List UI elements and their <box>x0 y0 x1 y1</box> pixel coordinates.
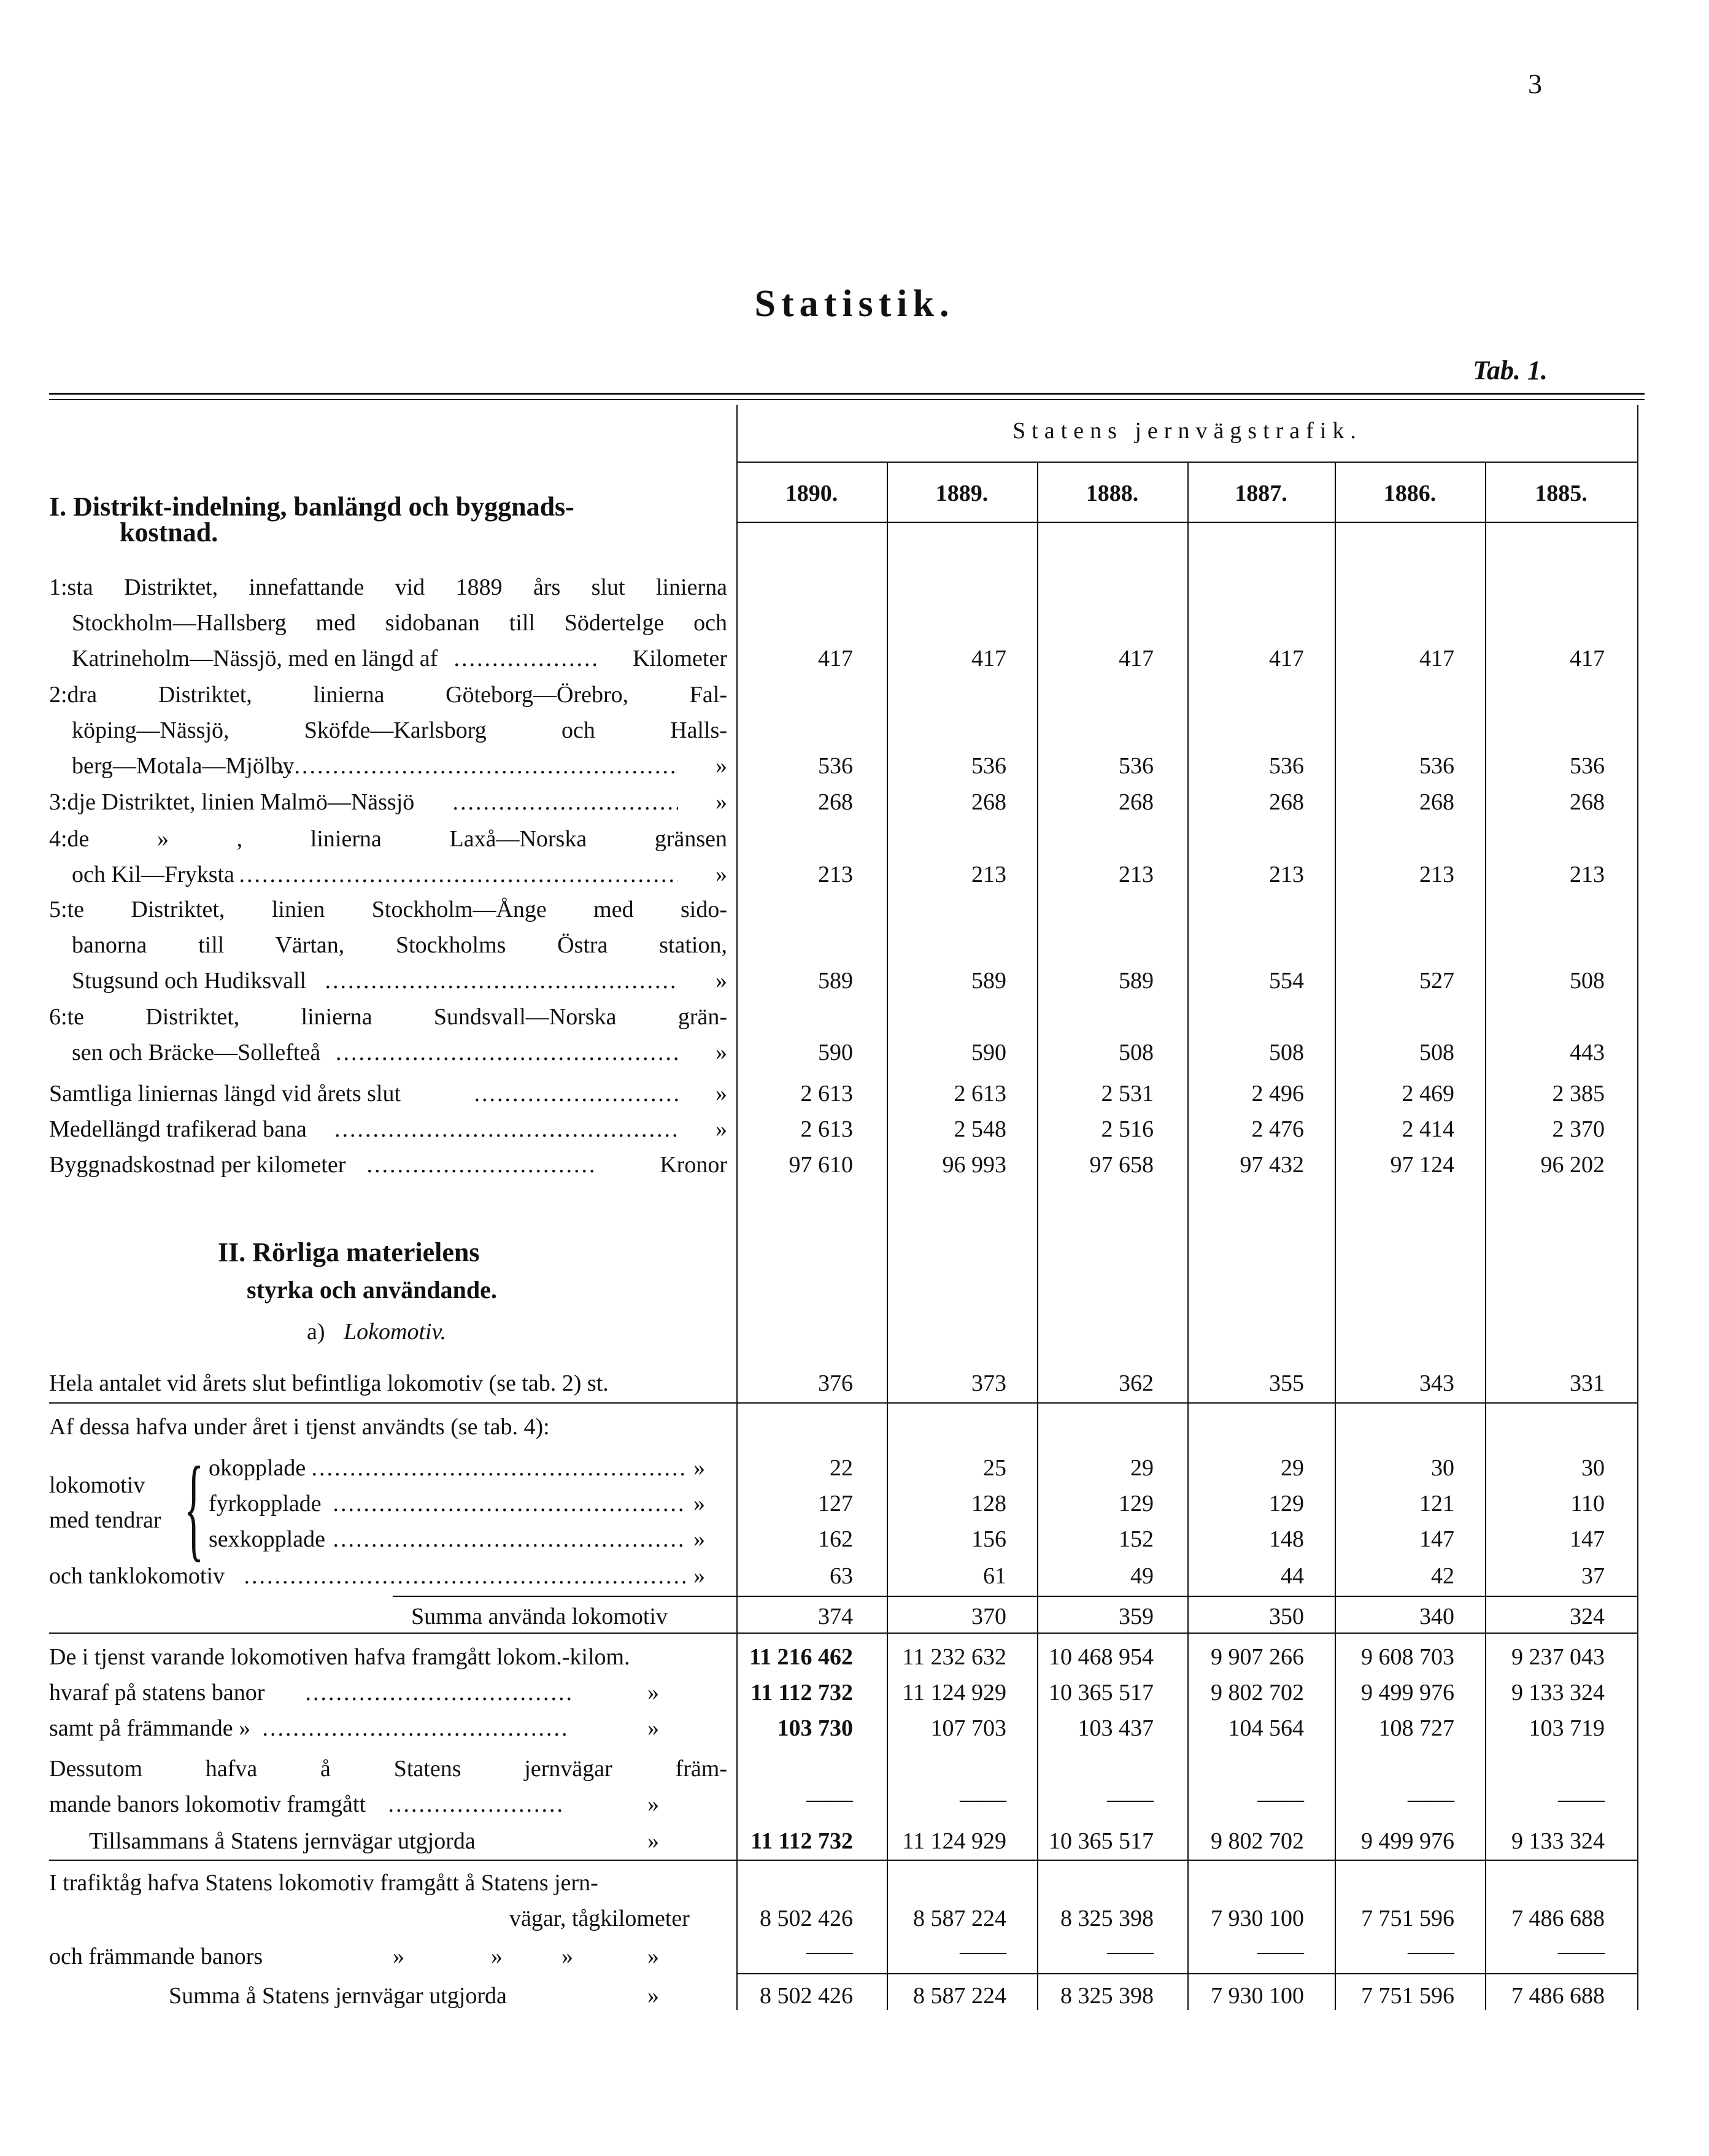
dash-cell: —— <box>1107 1939 1154 1965</box>
unit-label: » <box>693 1491 705 1517</box>
section-heading-cont: styrka och användande. <box>247 1276 497 1304</box>
value-cell: 417 <box>1119 646 1154 671</box>
value-cell: 9 608 703 <box>1361 1644 1454 1670</box>
value-cell: 2 469 <box>1402 1081 1454 1107</box>
row-label: Samtliga liniernas längd vid årets slut <box>49 1081 401 1107</box>
value-cell: 417 <box>818 646 853 671</box>
value-cell: 589 <box>1119 968 1154 994</box>
value-cell: 417 <box>1570 646 1605 671</box>
unit-label: » <box>693 1563 705 1589</box>
value-cell: 8 502 426 <box>760 1906 853 1931</box>
value-cell: 590 <box>818 1040 853 1065</box>
row-rule <box>49 1632 1637 1634</box>
value-cell: 268 <box>1419 789 1454 815</box>
row-label: okopplade <box>209 1455 306 1481</box>
value-cell: 147 <box>1419 1526 1454 1552</box>
dot-leader <box>271 752 678 779</box>
brace-label: med tendrar <box>49 1507 161 1533</box>
sum-rule <box>393 1596 1637 1597</box>
unit-label: » <box>716 862 727 887</box>
row-label: Hela antalet vid årets slut befintliga lokomotiv (se tab. 2) st. <box>49 1370 609 1396</box>
unit-label: » <box>716 789 727 815</box>
value-cell: 324 <box>1570 1604 1605 1629</box>
value-cell: 8 502 426 <box>760 1983 853 2009</box>
value-cell: 340 <box>1419 1604 1454 1629</box>
page-number: 3 <box>1528 68 1542 99</box>
value-cell: 2 496 <box>1251 1081 1304 1107</box>
value-cell: 2 414 <box>1402 1116 1454 1142</box>
value-cell: 103 437 <box>1078 1715 1154 1741</box>
dash-cell: —— <box>806 1939 853 1965</box>
value-cell: 22 <box>830 1455 853 1481</box>
ditto-mark: » <box>491 1944 503 1969</box>
unit-label: » <box>716 1081 727 1107</box>
row-label: Dessutom hafva å Statens jernvägar främ- <box>49 1756 727 1782</box>
row-label: 1:sta Distriktet, innefattande vid 1889 års slut linierna <box>49 574 727 600</box>
unit-label: » <box>716 1040 727 1065</box>
value-cell: 7 930 100 <box>1211 1983 1304 2009</box>
value-cell: 508 <box>1269 1040 1304 1065</box>
value-cell: 129 <box>1119 1491 1154 1517</box>
dot-leader <box>454 645 599 672</box>
dot-leader <box>474 1080 679 1107</box>
value-cell: 443 <box>1570 1040 1605 1065</box>
unit-label: Kronor <box>660 1152 727 1178</box>
dash-cell: —— <box>1408 1787 1454 1812</box>
value-cell: 590 <box>971 1040 1006 1065</box>
group-header-rule <box>736 462 1637 463</box>
value-cell: 268 <box>1269 789 1304 815</box>
subsection-marker: a) <box>307 1319 325 1345</box>
value-cell: 9 133 324 <box>1511 1828 1605 1854</box>
sum-label: Summa å Statens jernvägar utgjorda <box>169 1983 507 2009</box>
row-label: 4:de » , linierna Laxå—Norska gränsen <box>49 826 727 852</box>
value-cell: 11 124 929 <box>902 1828 1006 1854</box>
section-heading-cont: kostnad. <box>120 517 218 547</box>
value-cell: 37 <box>1581 1563 1605 1589</box>
row-label: Tillsammans å Statens jernvägar utgjorda <box>89 1828 476 1854</box>
value-cell: 350 <box>1269 1604 1304 1629</box>
value-cell: 2 613 <box>800 1116 853 1142</box>
column-rule <box>1335 462 1336 2010</box>
unit-label: » <box>716 753 727 779</box>
dash-cell: —— <box>1558 1939 1605 1965</box>
value-cell: 11 124 929 <box>902 1680 1006 1706</box>
value-cell: 148 <box>1269 1526 1304 1552</box>
value-cell: 96 202 <box>1540 1152 1605 1178</box>
value-cell: 9 907 266 <box>1211 1644 1304 1670</box>
value-cell: 9 499 976 <box>1361 1828 1454 1854</box>
row-label: mande banors lokomotiv framgått <box>49 1791 366 1817</box>
row-label: 5:te Distriktet, linien Stockholm—Ånge med sido- <box>49 897 727 922</box>
value-cell: 162 <box>818 1526 853 1552</box>
value-cell: 11 112 732 <box>750 1680 853 1706</box>
value-cell: 2 613 <box>954 1081 1006 1107</box>
value-cell: 97 124 <box>1390 1152 1454 1178</box>
value-cell: 508 <box>1570 968 1605 994</box>
dash-cell: —— <box>806 1787 853 1812</box>
page-title: Statistik. <box>754 283 955 325</box>
row-label: Stugsund och Hudiksvall <box>72 968 307 994</box>
value-cell: 103 730 <box>777 1715 853 1741</box>
value-cell: 152 <box>1119 1526 1154 1552</box>
value-cell: 536 <box>1570 753 1605 779</box>
row-label: och Kil—Fryksta <box>72 862 234 887</box>
value-cell: 29 <box>1281 1455 1304 1481</box>
unit-label: » <box>693 1526 705 1552</box>
dash-cell: —— <box>1257 1939 1304 1965</box>
value-cell: 2 476 <box>1251 1116 1304 1142</box>
row-label: 6:te Distriktet, linierna Sundsvall—Norska grän- <box>49 1004 727 1030</box>
value-cell: 156 <box>971 1526 1006 1552</box>
value-cell: 7 486 688 <box>1511 1983 1605 2009</box>
table-label: Tab. 1. <box>1473 355 1548 385</box>
value-cell: 147 <box>1570 1526 1605 1552</box>
row-label: Af dessa hafva under året i tjenst användts (se tab. 4): <box>49 1414 550 1440</box>
unit-label: » <box>647 1791 659 1817</box>
value-cell: 536 <box>1269 753 1304 779</box>
value-cell: 96 993 <box>942 1152 1006 1178</box>
dot-leader <box>312 1455 688 1482</box>
value-cell: 2 370 <box>1552 1116 1605 1142</box>
value-cell: 417 <box>971 646 1006 671</box>
dot-leader <box>336 1039 678 1066</box>
year-header: 1889. <box>935 481 989 506</box>
year-header: 1886. <box>1383 481 1437 506</box>
value-cell: 7 751 596 <box>1361 1983 1454 2009</box>
value-cell: 213 <box>1570 862 1605 887</box>
dot-leader <box>325 967 679 994</box>
row-label: och främmande banors <box>49 1944 263 1969</box>
value-cell: 121 <box>1419 1491 1454 1517</box>
value-cell: 9 802 702 <box>1211 1680 1304 1706</box>
value-cell: 9 133 324 <box>1511 1680 1605 1706</box>
year-header: 1890. <box>785 481 838 506</box>
value-cell: 7 930 100 <box>1211 1906 1304 1931</box>
value-cell: 97 658 <box>1089 1152 1154 1178</box>
value-cell: 108 727 <box>1378 1715 1454 1741</box>
dot-leader <box>388 1791 565 1818</box>
column-rule <box>1037 462 1038 2010</box>
value-cell: 527 <box>1419 968 1454 994</box>
unit-label: » <box>716 968 727 994</box>
value-cell: 362 <box>1119 1370 1154 1396</box>
value-cell: 127 <box>818 1491 853 1517</box>
value-cell: 63 <box>830 1563 853 1589</box>
value-cell: 129 <box>1269 1491 1304 1517</box>
row-label: Stockholm—Hallsberg med sidobanan till Södertelge och <box>72 610 727 636</box>
dot-leader <box>367 1151 599 1178</box>
value-cell: 417 <box>1269 646 1304 671</box>
row-rule <box>49 1860 1637 1861</box>
column-rule <box>1485 462 1486 2010</box>
value-cell: 213 <box>1419 862 1454 887</box>
dot-leader <box>244 1563 688 1590</box>
value-cell: 268 <box>971 789 1006 815</box>
value-cell: 29 <box>1130 1455 1154 1481</box>
value-cell: 8 587 224 <box>913 1983 1006 2009</box>
value-cell: 97 432 <box>1240 1152 1304 1178</box>
column-rule <box>1187 462 1189 2010</box>
dash-cell: —— <box>1408 1939 1454 1965</box>
dash-cell: —— <box>960 1939 1006 1965</box>
value-cell: 11 112 732 <box>750 1828 853 1854</box>
row-label: Byggnadskostnad per kilometer <box>49 1152 346 1178</box>
value-cell: 7 486 688 <box>1511 1906 1605 1931</box>
row-label: banorna till Värtan, Stockholms Östra station, <box>72 932 727 958</box>
dash-cell: —— <box>1558 1787 1605 1812</box>
unit-label: » <box>647 1715 659 1741</box>
value-cell: 30 <box>1431 1455 1454 1481</box>
section-heading: I. Distrikt-indelning, banlängd och byggnads- <box>49 492 574 522</box>
sum-label: Summa använda lokomotiv <box>411 1604 668 1629</box>
unit-label: Kilometer <box>632 646 727 671</box>
value-cell: 9 237 043 <box>1511 1644 1605 1670</box>
table-right-rule <box>1637 405 1638 2010</box>
value-cell: 10 365 517 <box>1049 1680 1154 1706</box>
row-rule <box>49 1402 1637 1404</box>
value-cell: 10 468 954 <box>1049 1644 1154 1670</box>
row-label: 3:dje Distriktet, linien Malmö—Nässjö <box>49 789 415 815</box>
value-cell: 268 <box>1119 789 1154 815</box>
value-cell: 373 <box>971 1370 1006 1396</box>
value-cell: 25 <box>983 1455 1006 1481</box>
value-cell: 2 516 <box>1101 1116 1154 1142</box>
value-cell: 97 610 <box>789 1152 853 1178</box>
value-cell: 9 499 976 <box>1361 1680 1454 1706</box>
value-cell: 268 <box>818 789 853 815</box>
value-cell: 10 365 517 <box>1049 1828 1154 1854</box>
row-label: sexkopplade <box>209 1526 325 1552</box>
value-cell: 359 <box>1119 1604 1154 1629</box>
row-label: Medellängd trafikerad bana <box>49 1116 307 1142</box>
value-cell: 589 <box>971 968 1006 994</box>
value-cell: 536 <box>818 753 853 779</box>
value-cell: 2 385 <box>1552 1081 1605 1107</box>
year-header: 1888. <box>1086 481 1139 506</box>
curly-brace: { <box>184 1443 204 1572</box>
row-label: sen och Bräcke—Sollefteå <box>72 1040 321 1065</box>
value-cell: 268 <box>1570 789 1605 815</box>
value-cell: 213 <box>818 862 853 887</box>
value-cell: 536 <box>1419 753 1454 779</box>
value-cell: 2 531 <box>1101 1081 1154 1107</box>
value-cell: 61 <box>983 1563 1006 1589</box>
value-cell: 9 802 702 <box>1211 1828 1304 1854</box>
ditto-mark: » <box>393 1944 404 1969</box>
row-label: samt på främmande » <box>49 1715 251 1741</box>
row-label: berg—Motala—Mjölby <box>72 753 295 779</box>
value-cell: 343 <box>1419 1370 1454 1396</box>
year-header: 1887. <box>1235 481 1287 506</box>
dash-cell: —— <box>1257 1787 1304 1812</box>
year-header-rule <box>736 522 1637 523</box>
brace-label: lokomotiv <box>49 1472 145 1498</box>
dot-leader <box>334 1116 678 1143</box>
value-cell: 11 216 462 <box>749 1644 853 1670</box>
value-cell: 110 <box>1570 1491 1605 1517</box>
value-cell: 49 <box>1130 1563 1154 1589</box>
value-cell: 44 <box>1281 1563 1304 1589</box>
value-cell: 213 <box>1119 862 1154 887</box>
row-label: 2:dra Distriktet, linierna Göteborg—Örebro, Fal- <box>49 682 727 708</box>
dot-leader <box>306 1679 571 1706</box>
row-label: I trafiktåg hafva Statens lokomotiv framgått å Statens jern- <box>49 1870 598 1896</box>
ditto-mark: » <box>561 1944 573 1969</box>
value-cell: 370 <box>971 1604 1006 1629</box>
value-cell: 508 <box>1419 1040 1454 1065</box>
value-cell: 8 325 398 <box>1060 1906 1154 1931</box>
value-cell: 7 751 596 <box>1361 1906 1454 1931</box>
dot-leader <box>333 1526 688 1553</box>
dash-cell: —— <box>960 1787 1006 1812</box>
ditto-mark: » <box>647 1944 659 1969</box>
value-cell: 376 <box>818 1370 853 1396</box>
value-cell: 2 548 <box>954 1116 1006 1142</box>
unit-label: » <box>716 1116 727 1142</box>
dot-leader <box>263 1715 571 1742</box>
row-label: De i tjenst varande lokomotiven hafva framgått lokom.-kilom. <box>49 1644 630 1670</box>
value-cell: 42 <box>1431 1563 1454 1589</box>
value-cell: 213 <box>1269 862 1304 887</box>
value-cell: 554 <box>1269 968 1304 994</box>
unit-label: » <box>647 1983 659 2009</box>
value-cell: 8 325 398 <box>1060 1983 1154 2009</box>
row-label: Katrineholm—Nässjö, med en längd af <box>72 646 438 671</box>
row-label: och tanklokomotiv <box>49 1563 225 1589</box>
dot-leader <box>453 789 679 816</box>
dot-leader <box>333 1490 688 1517</box>
value-cell: 107 703 <box>930 1715 1006 1741</box>
top-rule-thick <box>49 393 1645 395</box>
dash-cell: —— <box>1107 1787 1154 1812</box>
column-group-header: Statens jernvägstrafik. <box>1013 418 1362 444</box>
section-heading: II. Rörliga materielens <box>218 1237 480 1267</box>
top-rule-thin <box>49 399 1645 400</box>
value-cell: 374 <box>818 1604 853 1629</box>
value-cell: 331 <box>1570 1370 1605 1396</box>
row-label: fyrkopplade <box>209 1491 322 1517</box>
unit-label: » <box>693 1455 705 1481</box>
row-label: vägar, tågkilometer <box>509 1906 690 1931</box>
row-label: hvaraf på statens banor <box>49 1680 265 1706</box>
value-cell: 536 <box>971 753 1006 779</box>
value-cell: 2 613 <box>800 1081 853 1107</box>
row-label: köping—Nässjö, Sköfde—Karlsborg och Halls- <box>72 717 727 743</box>
unit-label: » <box>647 1680 659 1706</box>
value-cell: 508 <box>1119 1040 1154 1065</box>
subsection-label: Lokomotiv. <box>344 1319 447 1345</box>
value-cell: 30 <box>1581 1455 1605 1481</box>
value-cell: 589 <box>818 968 853 994</box>
value-cell: 103 719 <box>1529 1715 1605 1741</box>
sum-rule <box>736 1973 1637 1974</box>
value-cell: 213 <box>971 862 1006 887</box>
dot-leader <box>239 861 679 888</box>
value-cell: 11 232 632 <box>902 1644 1006 1670</box>
value-cell: 355 <box>1269 1370 1304 1396</box>
column-rule <box>887 462 888 2010</box>
value-cell: 104 564 <box>1228 1715 1304 1741</box>
value-cell: 8 587 224 <box>913 1906 1006 1931</box>
value-cell: 536 <box>1119 753 1154 779</box>
value-cell: 128 <box>971 1491 1006 1517</box>
unit-label: » <box>647 1828 659 1854</box>
value-cell: 417 <box>1419 646 1454 671</box>
year-header: 1885. <box>1535 481 1587 506</box>
